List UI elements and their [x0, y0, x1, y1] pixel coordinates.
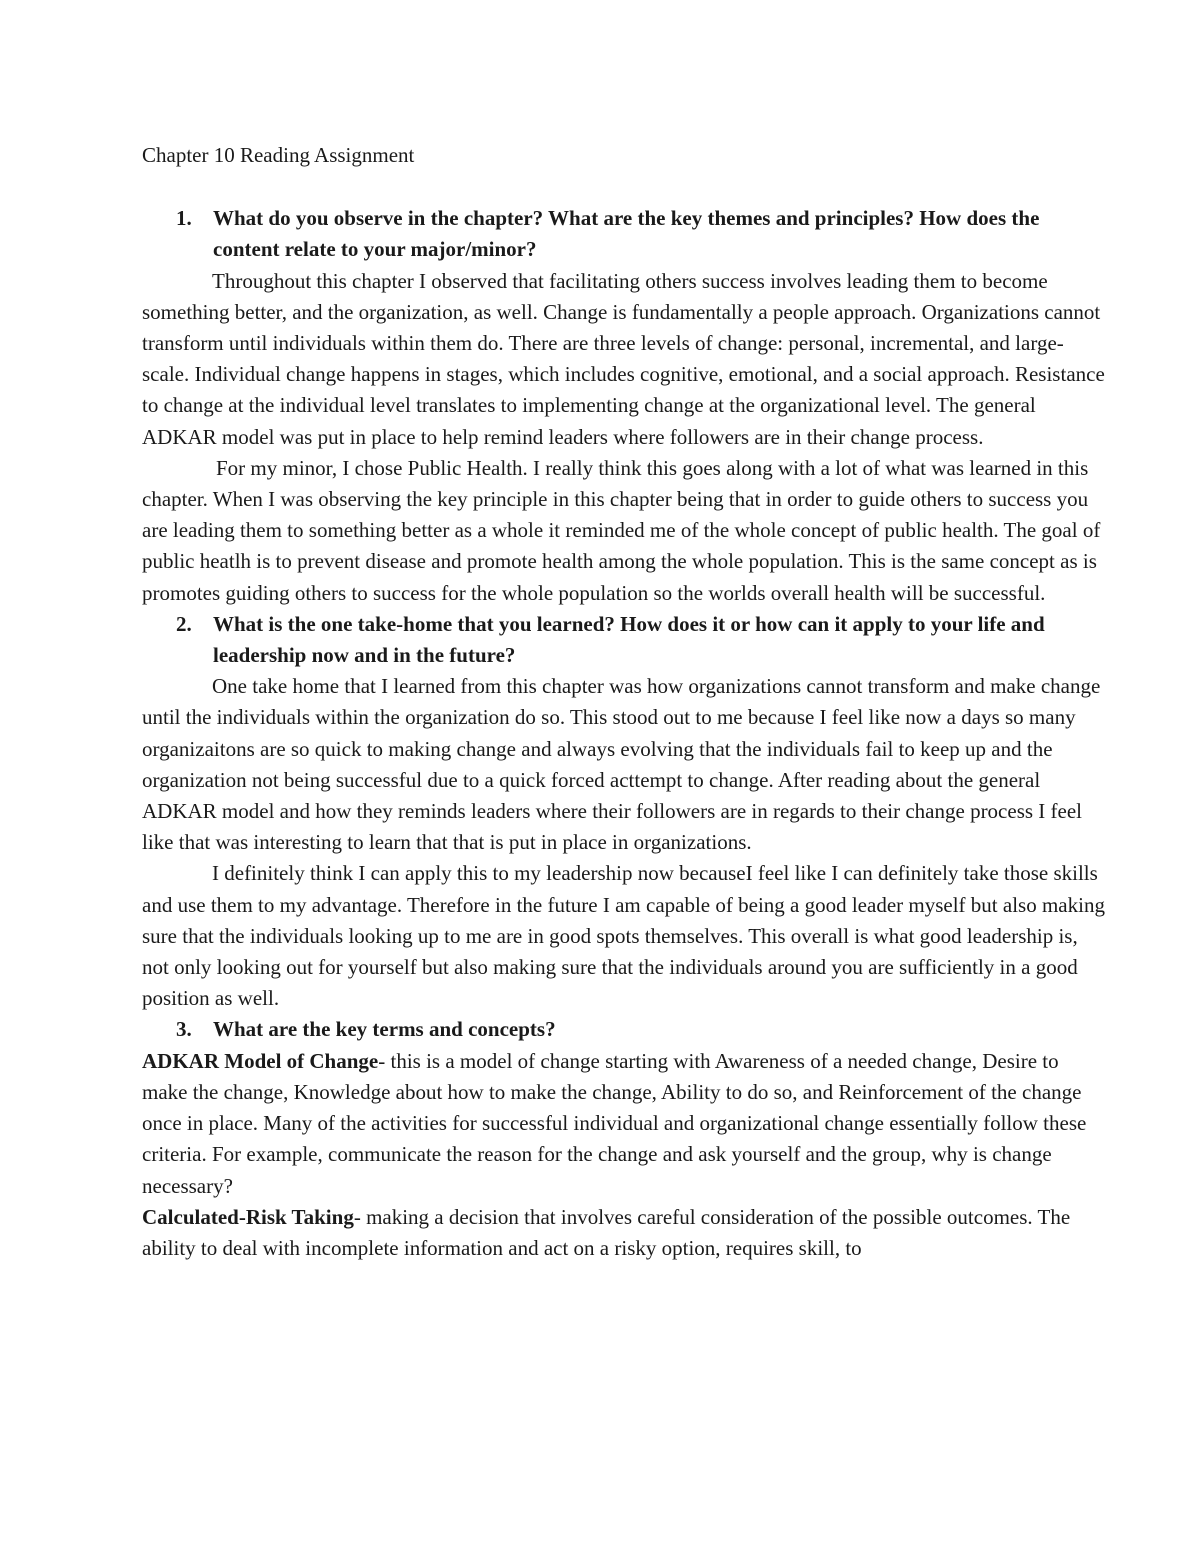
question-3-text: What are the key terms and concepts?: [213, 1017, 556, 1042]
term-calculated-risk-name: Calculated-Risk Taking: [142, 1204, 354, 1229]
question-2-text: What is the one take-home that you learned? How does it or how can it apply to your life and leadership now and in the future?: [213, 611, 1045, 668]
answer-1-paragraph-2: For my minor, I chose Public Health. I really think this goes along with a lot of what was learned in this chapter. When I was observing the key principle in this chapter being that in order to guide others to success you are leading them to something better as a whole it reminded me of the whole concept of public health. The goal of public heatlh is to prevent disease and promote health among the whole population. This is the same concept as is promotes guiding others to success for the whole population so the worlds overall health will be successful.: [142, 455, 1101, 605]
term-adkar: [142, 1046, 1107, 1202]
document-title: Chapter 10 Reading Assignment: [142, 143, 415, 167]
question-1: [142, 203, 1107, 265]
answer-1-paragraph-1: Throughout this chapter I observed that facilitating others success involves leading them to become something better, and the organization, as well. Change is fundamentally a people approach. Organizations cannot transform until individuals within them do. There are three levels of change: personal, incremental, and large-scale. Individual change happens in stages, which includes cognitive, emotional, and a social approach. Resistance to change at the individual level translates to implementing change at the organizational level. The general ADKAR model was put in place to help remind leaders where followers are in their change process.: [142, 268, 1105, 449]
answer-2-paragraph-1: One take home that I learned from this chapter was how organizations cannot transform and make change until the individuals within the organization do so. This stood out to me because I feel like now a days so many organizaitons are so quick to making change and always evolving that the individuals fail to keep up and the organization not being successful due to a quick forced acttempt to change. After reading about the general ADKAR model and how they reminds leaders where their followers are in regards to their change process I feel like that was interesting to learn that that is put in place in organizations.: [142, 674, 1101, 855]
term-adkar-name: ADKAR Model of Change: [142, 1048, 379, 1073]
term-calculated-risk-definition: - making a decision that involves careful consideration of the possible outcomes. The ability to deal with incomplete information and act on a risky option, requires skill, to: [142, 1204, 1071, 1260]
term-adkar-definition: - this is a model of change starting with Awareness of a needed change, Desire to make the change, Knowledge about how to make the change, Ability to do so, and Reinforcement of the change once in place. Many of the activities for successful individual and organizational change essentially follow these criteria. For example, communicate the reason for the change and ask yourself and the group, why is change necessary?: [142, 1048, 1087, 1198]
answer-2-paragraph-2: I definitely think I can apply this to my leadership now becauseI feel like I can definitely take those skills and use them to my advantage. Therefore in the future I am capable of being a good leader myself but also making sure that the individuals looking up to me are in good spots themselves. This overall is what good leadership is, not only looking out for yourself but also making sure that the individuals around you are sufficiently in a good position as well.: [142, 861, 1105, 1011]
term-calculated-risk: [142, 1202, 1107, 1264]
question-1-number: 1.: [176, 206, 192, 231]
question-2-number: 2.: [176, 611, 192, 636]
question-2: [142, 609, 1107, 671]
question-3: [142, 1014, 1107, 1045]
document-body: [142, 140, 1107, 1264]
question-3-number: 3.: [176, 1017, 192, 1042]
question-1-text: What do you observe in the chapter? What are the key themes and principles? How does the content relate to your major/minor?: [213, 206, 1040, 262]
